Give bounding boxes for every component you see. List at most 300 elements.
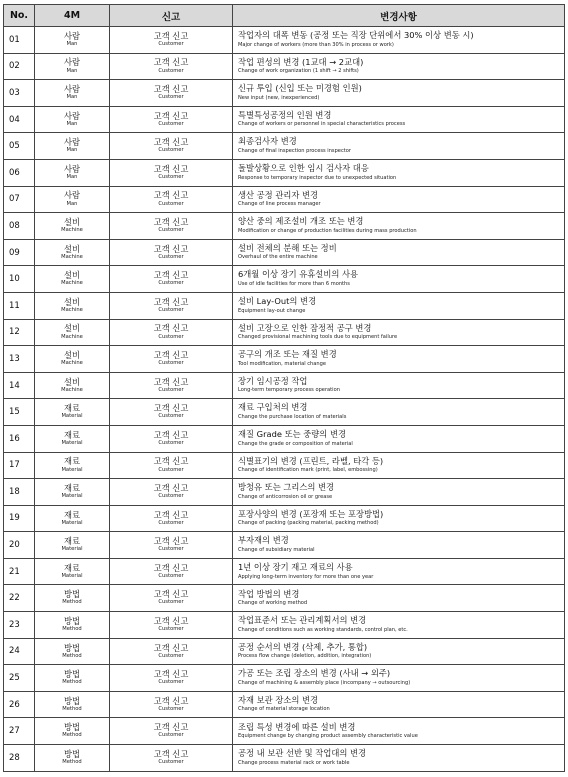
category-cell (35, 292, 110, 319)
row-number: 27 (4, 718, 35, 745)
row-number: 07 (4, 186, 35, 213)
category-korean: 재료 (63, 482, 81, 493)
category-english: Material (61, 413, 83, 420)
report-cell (110, 27, 233, 54)
header-change: 변경사항 (233, 5, 565, 27)
category-english: Method (62, 759, 82, 766)
row-number: 05 (4, 133, 35, 160)
category-korean: 설비 (63, 350, 81, 360)
change-english: Equipment change by changing product assembly characteristic value (238, 733, 418, 740)
change-korean: 재료 구입처의 변경 (238, 402, 308, 413)
category-korean: 방법 (63, 615, 81, 626)
change-korean: 공정 내 보관 선반 및 작업대의 변경 (238, 748, 367, 759)
change-cell (233, 665, 565, 692)
category-korean: 방법 (63, 669, 81, 680)
table-row (4, 346, 565, 373)
report-korean: 고객 신고 (153, 296, 189, 307)
report-cell (110, 479, 233, 506)
report-english: Customer (158, 679, 184, 686)
report-korean: 고객 신고 (153, 163, 189, 174)
report-cell (110, 665, 233, 692)
report-korean: 고객 신고 (153, 589, 189, 600)
report-cell (110, 292, 233, 319)
change-korean: 1년 이상 장기 재고 재료의 사용 (238, 561, 353, 572)
change-cell (233, 479, 565, 506)
report-cell (110, 159, 233, 186)
category-korean: 방법 (63, 642, 81, 653)
row-number: 25 (4, 665, 35, 692)
change-english: Change of final inspection process inspector (238, 148, 351, 155)
row-number: 26 (4, 691, 35, 718)
category-cell (35, 106, 110, 133)
report-cell (110, 745, 233, 772)
report-cell (110, 452, 233, 479)
change-cell (233, 346, 565, 373)
category-korean: 사람 (63, 110, 81, 121)
category-cell (35, 505, 110, 532)
report-english: Customer (158, 41, 184, 47)
change-korean: 신규 투입 (신입 또는 미경험 인원) (238, 83, 362, 94)
category-cell (35, 266, 110, 293)
change-korean: 설비 Lay-Out의 변경 (238, 296, 317, 307)
category-english: Machine (61, 386, 83, 393)
category-korean: 사람 (63, 30, 81, 41)
report-korean: 고객 신고 (153, 509, 189, 520)
table-row (4, 213, 565, 240)
change-english: Modification or change of production facilities during mass production (238, 227, 417, 234)
change-cell (233, 159, 565, 186)
table-row (4, 638, 565, 665)
change-korean: 방청유 또는 그리스의 변경 (238, 482, 335, 493)
category-english: Machine (61, 306, 83, 313)
category-cell (35, 558, 110, 585)
table-body (4, 27, 565, 772)
report-english: Customer (158, 652, 184, 659)
change-korean: 공구의 개조 또는 재질 변경 (238, 349, 337, 360)
change-korean: 포장사양의 변경 (포장재 또는 포장방법) (238, 508, 384, 519)
category-korean: 방법 (63, 695, 81, 706)
table-row (4, 612, 565, 639)
report-cell (110, 372, 233, 399)
report-korean: 고객 신고 (153, 84, 189, 95)
report-korean: 고객 신고 (153, 217, 189, 228)
report-cell (110, 133, 233, 160)
report-korean: 고객 신고 (153, 403, 189, 414)
table-row (4, 585, 565, 612)
report-cell (110, 80, 233, 107)
change-english: Change of material storage location (238, 706, 330, 713)
change-korean: 돌발상황으로 인한 임시 검사자 대응 (238, 163, 369, 174)
report-korean: 고객 신고 (153, 722, 189, 733)
report-english: Customer (158, 333, 184, 340)
report-english: Customer (158, 386, 184, 393)
category-cell (35, 665, 110, 692)
category-english: Material (61, 493, 83, 500)
category-english: Man (66, 67, 78, 74)
category-cell (35, 399, 110, 426)
category-korean: 재료 (63, 509, 81, 520)
report-korean: 고객 신고 (153, 536, 189, 547)
report-korean: 고객 신고 (153, 190, 189, 201)
category-cell (35, 372, 110, 399)
change-cell (233, 638, 565, 665)
row-number: 04 (4, 106, 35, 133)
report-korean: 고객 신고 (153, 429, 189, 440)
category-english: Machine (61, 227, 83, 234)
table-row (4, 745, 565, 772)
header-4m: 4M (35, 5, 110, 27)
change-cell (233, 372, 565, 399)
report-korean: 고객 신고 (153, 615, 189, 626)
report-korean: 고객 신고 (153, 270, 189, 281)
change-cell (233, 425, 565, 452)
report-cell (110, 718, 233, 745)
change-cell (233, 691, 565, 718)
change-english: Use of idle facilities for more than 6 months (238, 280, 350, 287)
change-cell (233, 532, 565, 559)
table-row (4, 452, 565, 479)
category-english: Method (62, 705, 82, 712)
table-row (4, 239, 565, 266)
table-row (4, 532, 565, 559)
category-english: Method (62, 599, 82, 606)
category-cell (35, 346, 110, 373)
change-cell (233, 27, 565, 54)
report-korean: 고객 신고 (153, 669, 189, 680)
report-english: Customer (158, 759, 184, 766)
row-number: 28 (4, 745, 35, 772)
report-english: Customer (158, 493, 184, 500)
category-english: Material (61, 546, 83, 553)
category-english: Machine (61, 280, 83, 287)
change-korean: 장기 임시공정 작업 (238, 375, 308, 386)
change-korean: 공정 순서의 변경 (삭제, 추가, 통합) (238, 641, 368, 652)
change-english: Change of packing (packing material, packing method) (238, 520, 379, 527)
change-english: Change the purchase location of materials (238, 413, 347, 420)
category-korean: 방법 (63, 589, 81, 600)
category-korean: 설비 (63, 243, 81, 254)
table-header-row (4, 5, 565, 27)
report-korean: 고객 신고 (153, 562, 189, 573)
report-english: Customer (158, 253, 184, 260)
change-english: Response to temporary inspector due to unexpected situation (238, 174, 397, 181)
change-english: Overhaul of the entire machine (238, 254, 318, 261)
row-number: 24 (4, 638, 35, 665)
category-english: Machine (61, 253, 83, 260)
change-english: Applying long-term inventory for more than one year (238, 573, 374, 580)
row-number: 22 (4, 585, 35, 612)
change-cell (233, 558, 565, 585)
report-korean: 고객 신고 (153, 30, 189, 41)
change-english: Major change of workers (more than 30% in process or work) (238, 41, 394, 48)
report-english: Customer (158, 173, 184, 180)
category-korean: 사람 (63, 190, 81, 201)
category-english: Method (62, 732, 82, 739)
category-korean: 설비 (63, 217, 81, 228)
report-cell (110, 53, 233, 80)
report-korean: 고객 신고 (153, 695, 189, 706)
category-korean: 설비 (63, 376, 81, 387)
row-number: 20 (4, 532, 35, 559)
change-cell (233, 266, 565, 293)
table-row (4, 292, 565, 319)
report-cell (110, 425, 233, 452)
row-number: 08 (4, 213, 35, 240)
row-number: 16 (4, 425, 35, 452)
row-number: 15 (4, 399, 35, 426)
category-cell (35, 186, 110, 213)
report-cell (110, 213, 233, 240)
report-english: Customer (158, 306, 184, 313)
change-english: New input (new, inexperienced) (238, 94, 320, 101)
change-korean: 식별표기의 변경 (프린트, 라벨, 타각 등) (238, 455, 384, 466)
category-korean: 사람 (63, 163, 81, 174)
change-english: Change of identification mark (print, label, embossing) (238, 467, 378, 474)
change-english: Change of working method (238, 600, 308, 607)
report-english: Customer (158, 200, 184, 207)
row-number: 09 (4, 239, 35, 266)
row-number: 12 (4, 319, 35, 346)
row-number: 23 (4, 612, 35, 639)
report-korean: 고객 신고 (153, 376, 189, 387)
change-english: Change of conditions such as working standards, control plan, etc. (238, 626, 408, 633)
change-english: Changed provisional machining tools due to equipment failure (238, 334, 398, 341)
change-cell (233, 399, 565, 426)
change-cell (233, 239, 565, 266)
change-english: Long-term temporary process operation (238, 387, 340, 394)
row-number: 14 (4, 372, 35, 399)
change-english: Change the grade or composition of material (238, 440, 353, 447)
category-cell (35, 27, 110, 54)
change-english: Change of line process manager (238, 201, 321, 208)
change-cell (233, 292, 565, 319)
category-cell (35, 612, 110, 639)
report-cell (110, 612, 233, 639)
category-cell (35, 585, 110, 612)
change-english: Equipment lay-out change (238, 307, 306, 314)
report-english: Customer (158, 705, 184, 712)
category-korean: 설비 (63, 323, 81, 334)
table-row (4, 425, 565, 452)
report-english: Customer (158, 572, 184, 579)
change-english: Change of subsidiary material (238, 546, 315, 553)
row-number: 06 (4, 159, 35, 186)
report-cell (110, 691, 233, 718)
4m-change-table (3, 4, 565, 772)
report-korean: 고객 신고 (153, 456, 189, 467)
change-korean: 작업자의 대폭 변동 (공정 또는 직장 단위에서 30% 이상 변동 시) (238, 30, 474, 41)
table-row (4, 266, 565, 293)
category-korean: 설비 (63, 296, 81, 307)
row-number: 13 (4, 346, 35, 373)
row-number: 01 (4, 27, 35, 54)
report-cell (110, 505, 233, 532)
change-cell (233, 452, 565, 479)
table-row (4, 718, 565, 745)
category-english: Material (61, 439, 83, 446)
table-row (4, 159, 565, 186)
category-korean: 재료 (63, 403, 81, 414)
report-cell (110, 239, 233, 266)
header-no: No. (4, 5, 35, 27)
category-english: Material (61, 466, 83, 473)
table-row (4, 133, 565, 160)
category-korean: 재료 (63, 536, 81, 547)
report-english: Customer (158, 439, 184, 446)
report-english: Customer (158, 732, 184, 739)
table-row (4, 186, 565, 213)
category-english: Machine (61, 360, 83, 367)
category-korean: 방법 (63, 722, 81, 733)
category-korean: 사람 (63, 84, 81, 95)
change-cell (233, 745, 565, 772)
report-english: Customer (158, 519, 184, 526)
report-cell (110, 266, 233, 293)
change-korean: 작업 편성의 변경 (1교대 → 2교대) (238, 56, 364, 67)
category-english: Method (62, 652, 82, 659)
category-korean: 사람 (63, 57, 81, 68)
row-number: 17 (4, 452, 35, 479)
report-cell (110, 399, 233, 426)
report-english: Customer (158, 147, 184, 154)
category-cell (35, 425, 110, 452)
report-cell (110, 106, 233, 133)
category-cell (35, 745, 110, 772)
change-korean: 설비 고장으로 인한 잠정적 공구 변경 (238, 322, 372, 333)
row-number: 11 (4, 292, 35, 319)
change-cell (233, 319, 565, 346)
change-cell (233, 505, 565, 532)
report-english: Customer (158, 466, 184, 473)
change-cell (233, 186, 565, 213)
report-english: Customer (158, 67, 184, 74)
row-number: 03 (4, 80, 35, 107)
report-cell (110, 346, 233, 373)
change-cell (233, 585, 565, 612)
report-english: Customer (158, 626, 184, 633)
change-korean: 설비 전체의 분해 또는 정비 (238, 242, 337, 253)
category-english: Method (62, 626, 82, 633)
category-cell (35, 532, 110, 559)
category-cell (35, 239, 110, 266)
report-korean: 고객 신고 (153, 748, 189, 759)
report-english: Customer (158, 120, 184, 127)
row-number: 18 (4, 479, 35, 506)
table-row (4, 399, 565, 426)
category-cell (35, 53, 110, 80)
change-korean: 6개월 이상 장기 유휴설비의 사용 (238, 269, 359, 280)
row-number: 10 (4, 266, 35, 293)
table-row (4, 372, 565, 399)
category-cell (35, 213, 110, 240)
change-cell (233, 106, 565, 133)
report-cell (110, 319, 233, 346)
change-korean: 작업표준서 또는 관리계획서의 변경 (238, 615, 367, 626)
category-english: Man (66, 173, 78, 180)
change-korean: 생산 공정 관리자 변경 (238, 189, 319, 200)
category-cell (35, 133, 110, 160)
row-number: 21 (4, 558, 35, 585)
change-korean: 특별특성공정의 인원 변경 (238, 109, 332, 120)
category-cell (35, 479, 110, 506)
table-row (4, 53, 565, 80)
report-english: Customer (158, 360, 184, 367)
change-english: Change of anticorrosion oil or grease (238, 493, 333, 500)
report-cell (110, 186, 233, 213)
row-number: 19 (4, 505, 35, 532)
report-cell (110, 638, 233, 665)
category-cell (35, 638, 110, 665)
4m-change-table-container (3, 4, 564, 772)
change-korean: 양산 중의 제조설비 개조 또는 변경 (238, 216, 364, 227)
table-row (4, 479, 565, 506)
change-cell (233, 612, 565, 639)
report-english: Customer (158, 599, 184, 606)
table-row (4, 319, 565, 346)
row-number: 02 (4, 53, 35, 80)
change-korean: 조립 특성 변경에 따른 설비 변경 (238, 721, 356, 732)
change-english: Change of work organization (1 shift → 2 shifts) (238, 68, 359, 75)
category-cell (35, 691, 110, 718)
report-korean: 고객 신고 (153, 57, 189, 68)
report-korean: 고객 신고 (153, 137, 189, 148)
category-korean: 재료 (63, 562, 81, 573)
change-cell (233, 53, 565, 80)
report-korean: 고객 신고 (153, 110, 189, 121)
change-korean: 자재 보관 장소의 변경 (238, 694, 319, 705)
category-korean: 사람 (63, 137, 81, 148)
change-cell (233, 80, 565, 107)
category-cell (35, 718, 110, 745)
report-english: Customer (158, 413, 184, 420)
report-korean: 고객 신고 (153, 243, 189, 254)
category-english: Material (61, 519, 83, 526)
change-english: Change of machining & assembly place (incompany → outsourcing) (238, 679, 411, 686)
change-english: Tool modification, material change (238, 360, 326, 367)
report-korean: 고객 신고 (153, 350, 189, 360)
category-korean: 방법 (63, 748, 81, 759)
category-english: Man (66, 94, 78, 101)
category-english: Man (66, 147, 78, 154)
category-english: Machine (61, 333, 83, 340)
report-english: Customer (158, 94, 184, 101)
report-english: Customer (158, 280, 184, 287)
table-row (4, 558, 565, 585)
change-cell (233, 213, 565, 240)
category-english: Man (66, 41, 78, 47)
category-english: Method (62, 679, 82, 686)
table-row (4, 106, 565, 133)
category-korean: 재료 (63, 429, 81, 440)
table-row (4, 691, 565, 718)
category-english: Man (66, 120, 78, 127)
change-english: Process flow change (deletion, addition, integration) (238, 653, 372, 660)
report-cell (110, 585, 233, 612)
table-row (4, 80, 565, 107)
change-cell (233, 133, 565, 160)
table-row (4, 27, 565, 54)
change-korean: 부자재의 변경 (238, 535, 289, 546)
category-korean: 재료 (63, 456, 81, 467)
category-korean: 설비 (63, 270, 81, 281)
category-cell (35, 159, 110, 186)
category-cell (35, 80, 110, 107)
category-cell (35, 319, 110, 346)
change-english: Change of workers or personnel in special characteristics process (238, 121, 406, 128)
change-korean: 재질 Grade 또는 중량의 변경 (238, 429, 346, 440)
change-english: Change process material rack or work table (238, 759, 350, 766)
table-row (4, 505, 565, 532)
